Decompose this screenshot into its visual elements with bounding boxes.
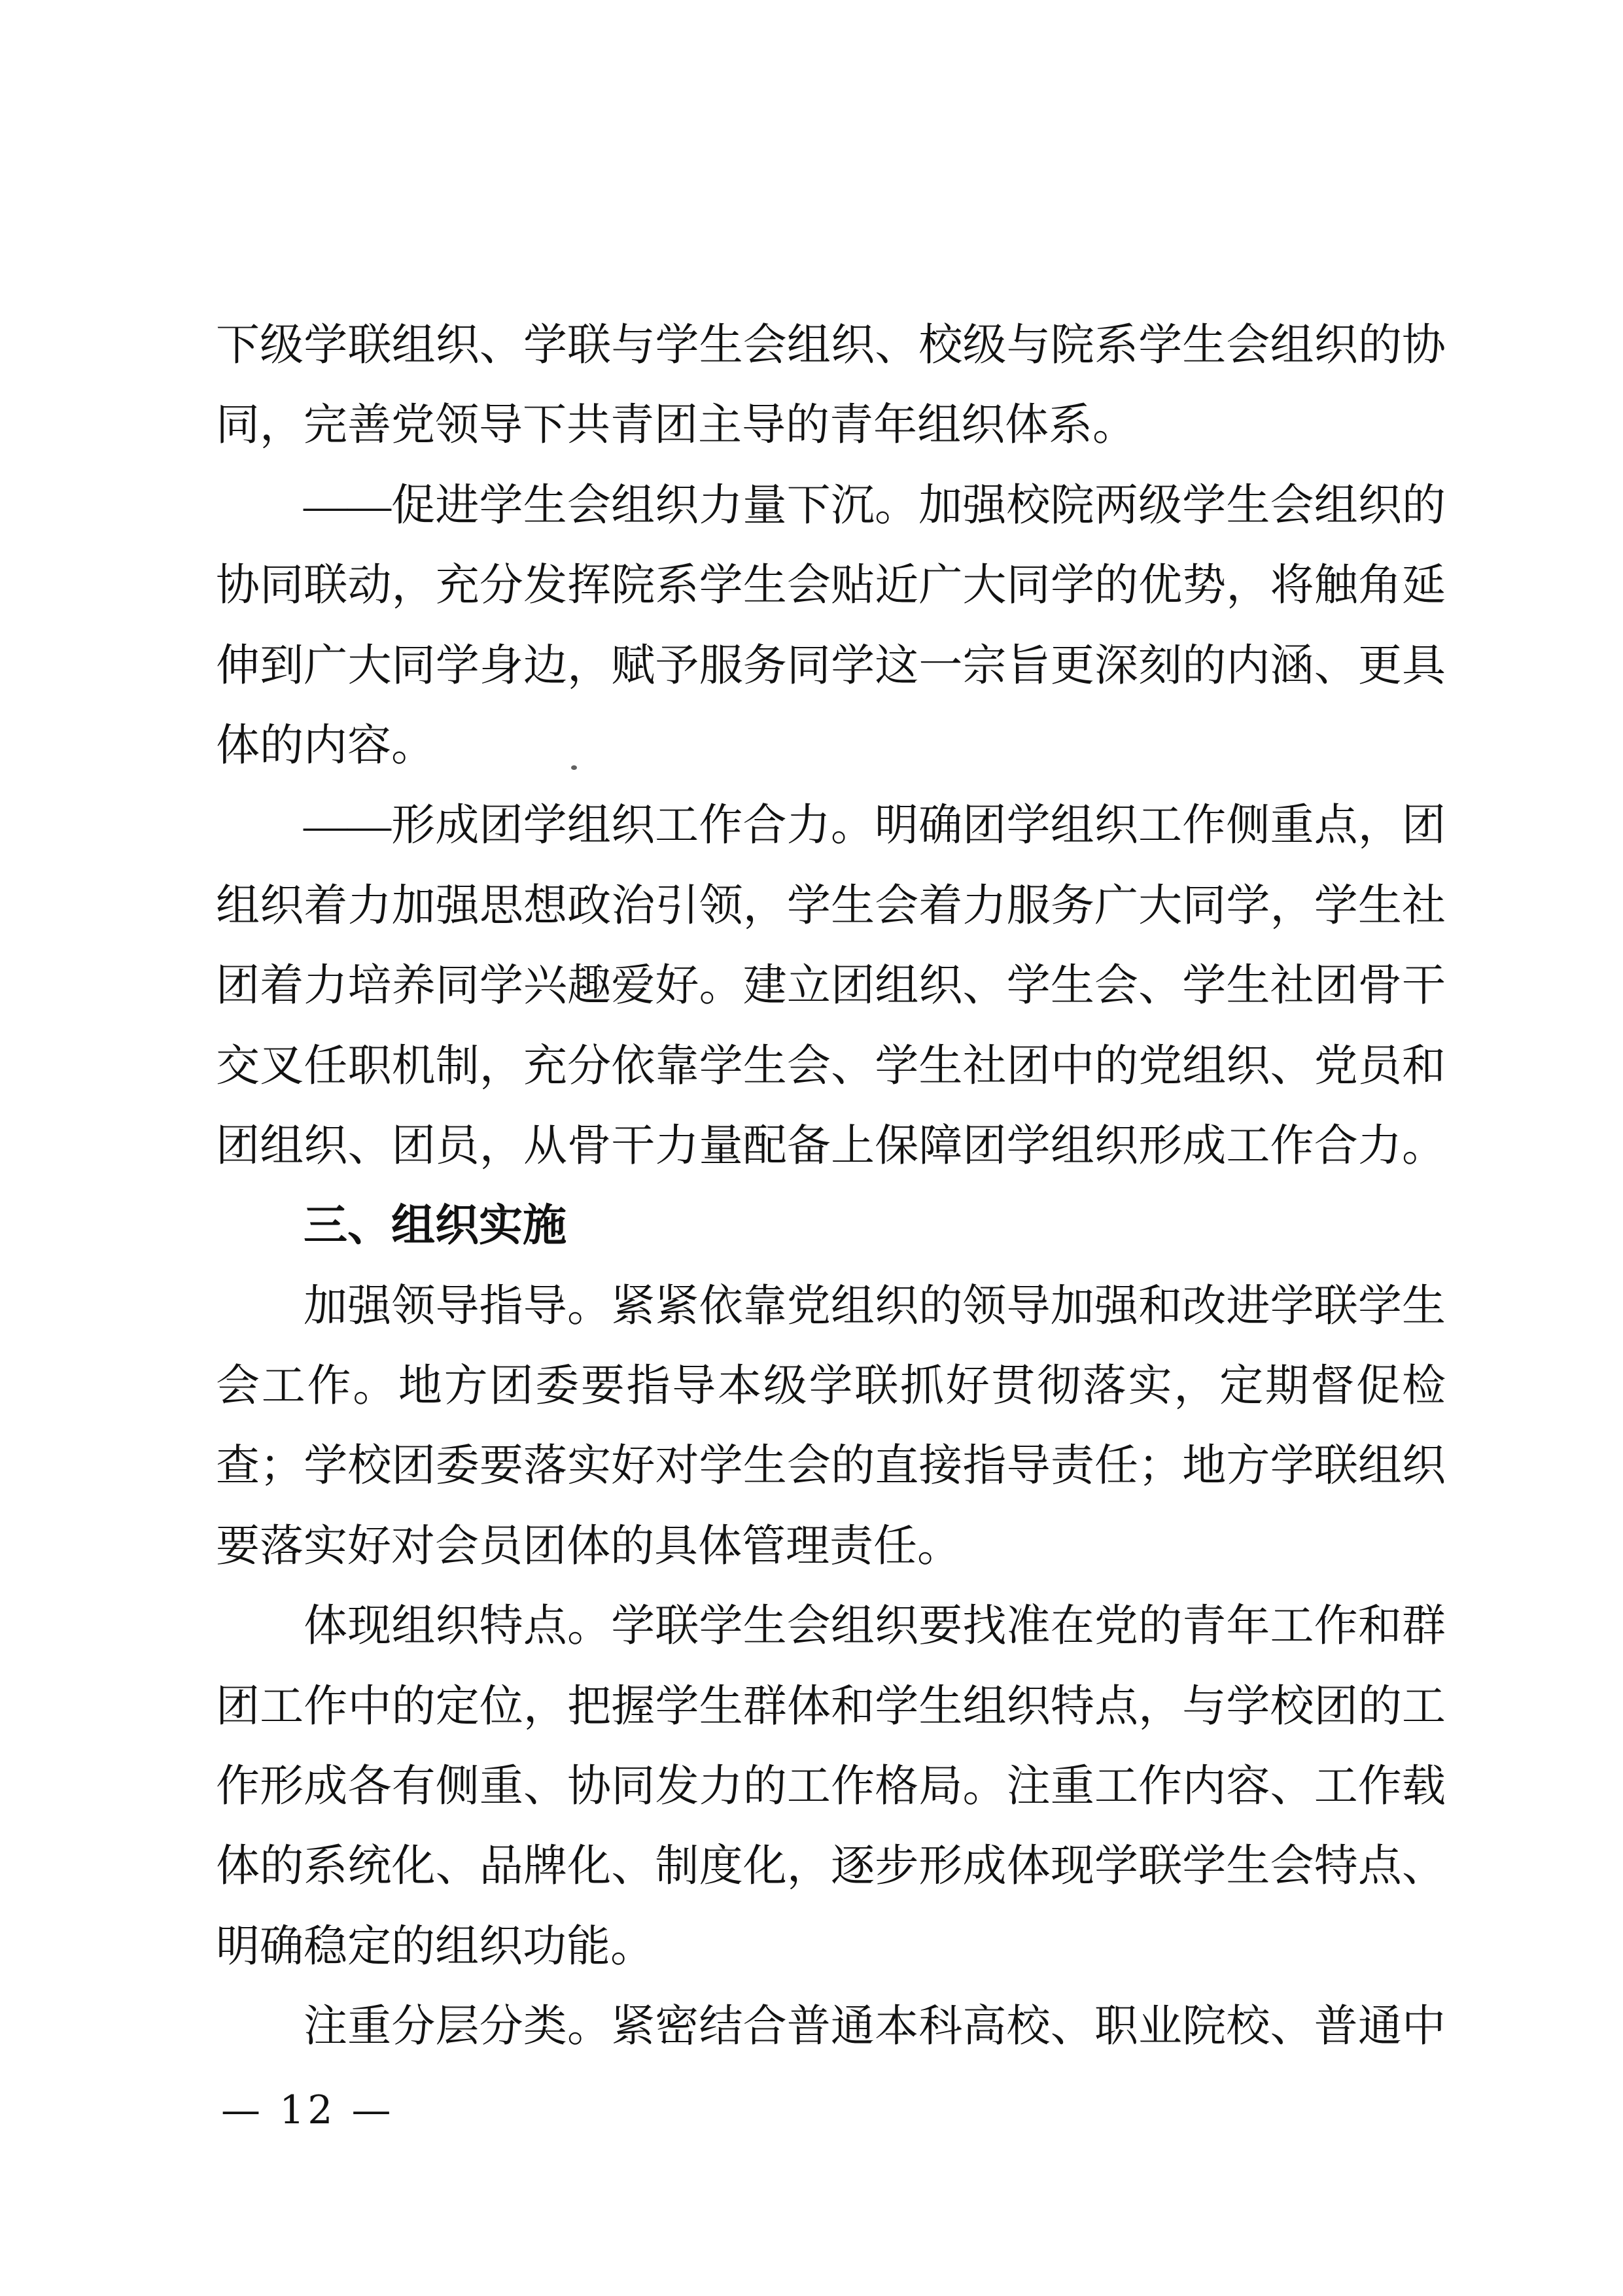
text-line: 要落实好对会员团体的具体管理责任。 [216, 1522, 961, 1571]
text-line: 体的系统化、品牌化、制度化，逐步形成体现学联学生会特点、 [216, 1842, 1446, 1891]
text-line: 查；学校团委要落实好对学生会的直接指导责任；地方学联组织 [216, 1442, 1446, 1491]
text-line: 组织着力加强思想政治引领，学生会着力服务广大同学，学生社 [216, 881, 1446, 930]
page-number: — 12 — [221, 2087, 394, 2133]
text-line: 下级学联组织、学联与学生会组织、校级与院系学生会组织的协 [216, 321, 1446, 370]
text-line: 团组织、团员，从骨干力量配备上保障团学组织形成工作合力。 [216, 1121, 1446, 1170]
text-line: 会工作。地方团委要指导本级学联抓好贯彻落实，定期督促检 [216, 1362, 1446, 1411]
text-line: ——形成团学组织工作合力。明确团学组织工作侧重点，团 [304, 801, 1446, 850]
scan-speck [571, 765, 577, 770]
text-line: 协同联动，充分发挥院系学生会贴近广大同学的优势，将触角延 [216, 561, 1446, 610]
text-line: 体的内容。 [216, 721, 435, 770]
text-line: 团着力培养同学兴趣爱好。建立团组织、学生会、学生社团骨干 [216, 962, 1446, 1011]
text-line: ——促进学生会组织力量下沉。加强校院两级学生会组织的 [304, 481, 1446, 530]
text-line: 加强领导指导。紧紧依靠党组织的领导加强和改进学联学生 [304, 1281, 1446, 1331]
text-line: 注重分层分类。紧密结合普通本科高校、职业院校、普通中 [304, 2002, 1446, 2051]
text-line: 同，完善党领导下共青团主导的青年组织体系。 [216, 401, 1136, 450]
text-line: 明确稳定的组织功能。 [216, 1922, 654, 1971]
text-line: 作形成各有侧重、协同发力的工作格局。注重工作内容、工作载 [216, 1762, 1446, 1811]
text-line: 交叉任职机制，充分依靠学生会、学生社团中的党组织、党员和 [216, 1041, 1446, 1090]
text-line: 伸到广大同学身边，赋予服务同学这一宗旨更深刻的内涵、更具 [216, 641, 1446, 690]
section-heading: 三、组织实施 [304, 1201, 567, 1251]
text-line: 体现组织特点。学联学生会组织要找准在党的青年工作和群 [304, 1602, 1446, 1651]
text-line: 团工作中的定位，把握学生群体和学生组织特点，与学校团的工 [216, 1682, 1446, 1731]
document-body [216, 305, 1446, 2067]
